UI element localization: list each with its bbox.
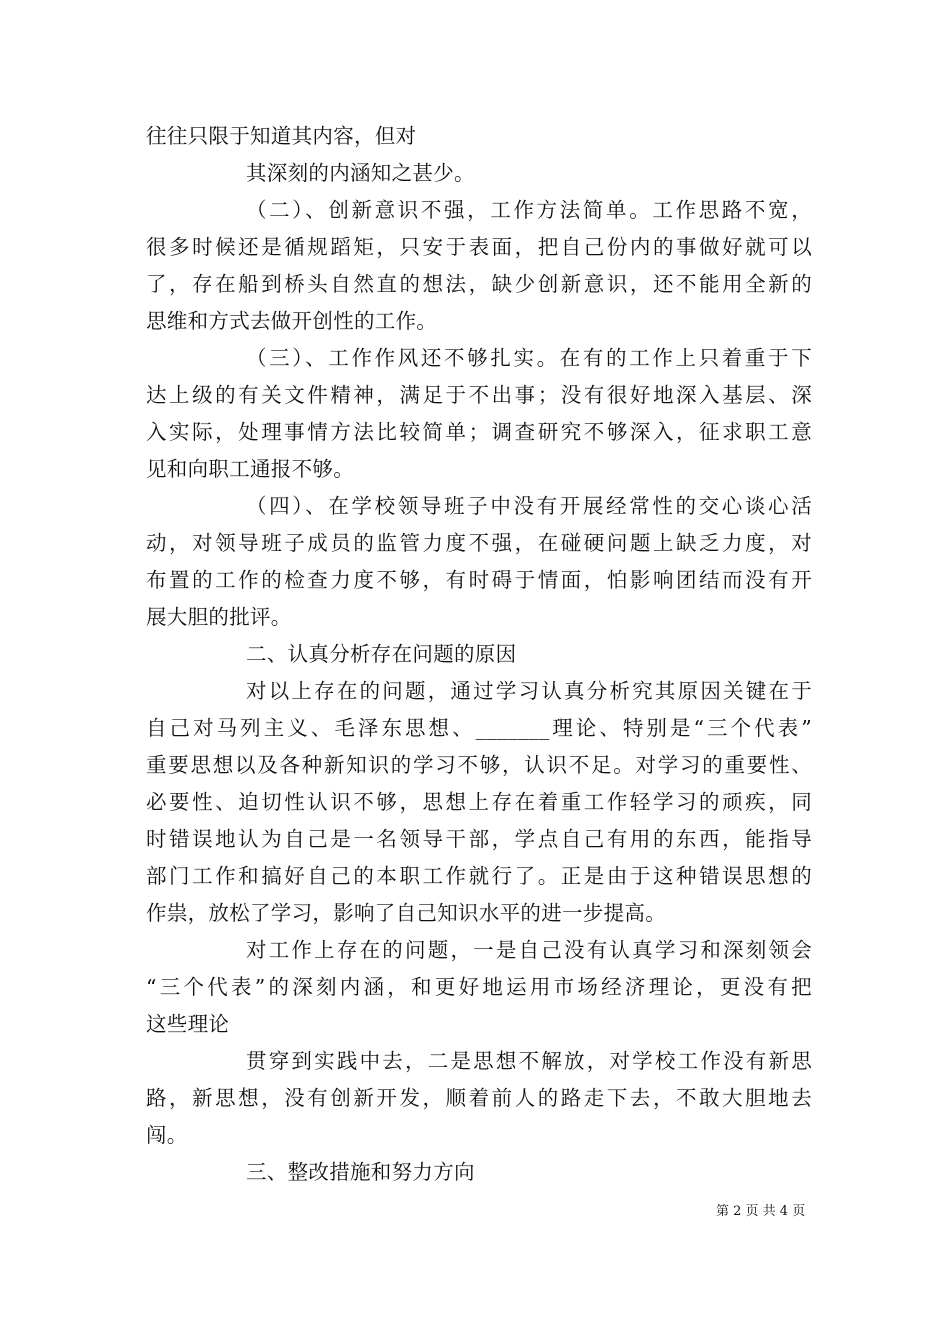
text-line: 达上级的有关文件精神，满足于不出事；没有很好地深入基层、深 bbox=[146, 383, 812, 407]
text-line: “三个代表”的深刻内涵，和更好地运用市场经济理论，更没有把 bbox=[146, 975, 812, 999]
text-line: 重要思想以及各种新知识的学习不够，认识不足。对学习的重要性、 bbox=[146, 753, 812, 777]
text-line: 自己对马列主义、毛泽东思想、_______理论、特别是“三个代表” bbox=[146, 716, 812, 740]
text-line: 入实际，处理事情方法比较简单；调查研究不够深入，征求职工意 bbox=[146, 420, 812, 444]
text-line: 贯穿到实践中去，二是思想不解放，对学校工作没有新思 bbox=[246, 1049, 812, 1073]
page-number: 第 2 页 共 4 页 bbox=[716, 1204, 806, 1219]
text-line: 必要性、迫切性认识不够，思想上存在着重工作轻学习的顽疾，同 bbox=[146, 790, 812, 814]
text-line: 二、认真分析存在问题的原因 bbox=[246, 642, 517, 666]
text-line: 路，新思想，没有创新开发，顺着前人的路走下去，不敢大胆地去 bbox=[146, 1086, 812, 1110]
text-line: （三）、工作作风还不够扎实。在有的工作上只着重于下 bbox=[246, 346, 812, 370]
text-line: 对以上存在的问题，通过学习认真分析究其原因关键在于 bbox=[246, 679, 812, 703]
text-line: 部门工作和搞好自己的本职工作就行了。正是由于这种错误思想的 bbox=[146, 864, 812, 888]
text-line: 见和向职工通报不够。 bbox=[146, 457, 354, 481]
text-line: 闯。 bbox=[146, 1123, 188, 1147]
text-line: 其深刻的内涵知之甚少。 bbox=[246, 161, 475, 185]
text-line: （四）、在学校领导班子中没有开展经常性的交心谈心活 bbox=[246, 494, 812, 518]
text-line: 三、整改措施和努力方向 bbox=[246, 1160, 475, 1184]
text-line: 这些理论 bbox=[146, 1012, 230, 1036]
body-text bbox=[146, 118, 812, 1191]
text-line: 了，存在船到桥头自然直的想法，缺少创新意识，还不能用全新的 bbox=[146, 272, 812, 296]
text-line: 作祟，放松了学习，影响了自己知识水平的进一步提高。 bbox=[146, 901, 666, 925]
text-line: 思维和方式去做开创性的工作。 bbox=[146, 309, 438, 333]
text-line: 展大胆的批评。 bbox=[146, 605, 292, 629]
text-line: 很多时候还是循规蹈矩，只安于表面，把自己份内的事做好就可以 bbox=[146, 235, 812, 259]
text-line: 对工作上存在的问题，一是自己没有认真学习和深刻领会 bbox=[246, 938, 812, 962]
text-line: 布置的工作的检查力度不够，有时碍于情面，怕影响团结而没有开 bbox=[146, 568, 812, 592]
text-line: （二）、创新意识不强，工作方法简单。工作思路不宽， bbox=[246, 198, 812, 222]
text-line: 动，对领导班子成员的监管力度不强，在碰硬问题上缺乏力度，对 bbox=[146, 531, 812, 555]
text-line: 时错误地认为自己是一名领导干部，学点自己有用的东西，能指导 bbox=[146, 827, 812, 851]
text-line: 往往只限于知道其内容，但对 bbox=[146, 124, 417, 148]
